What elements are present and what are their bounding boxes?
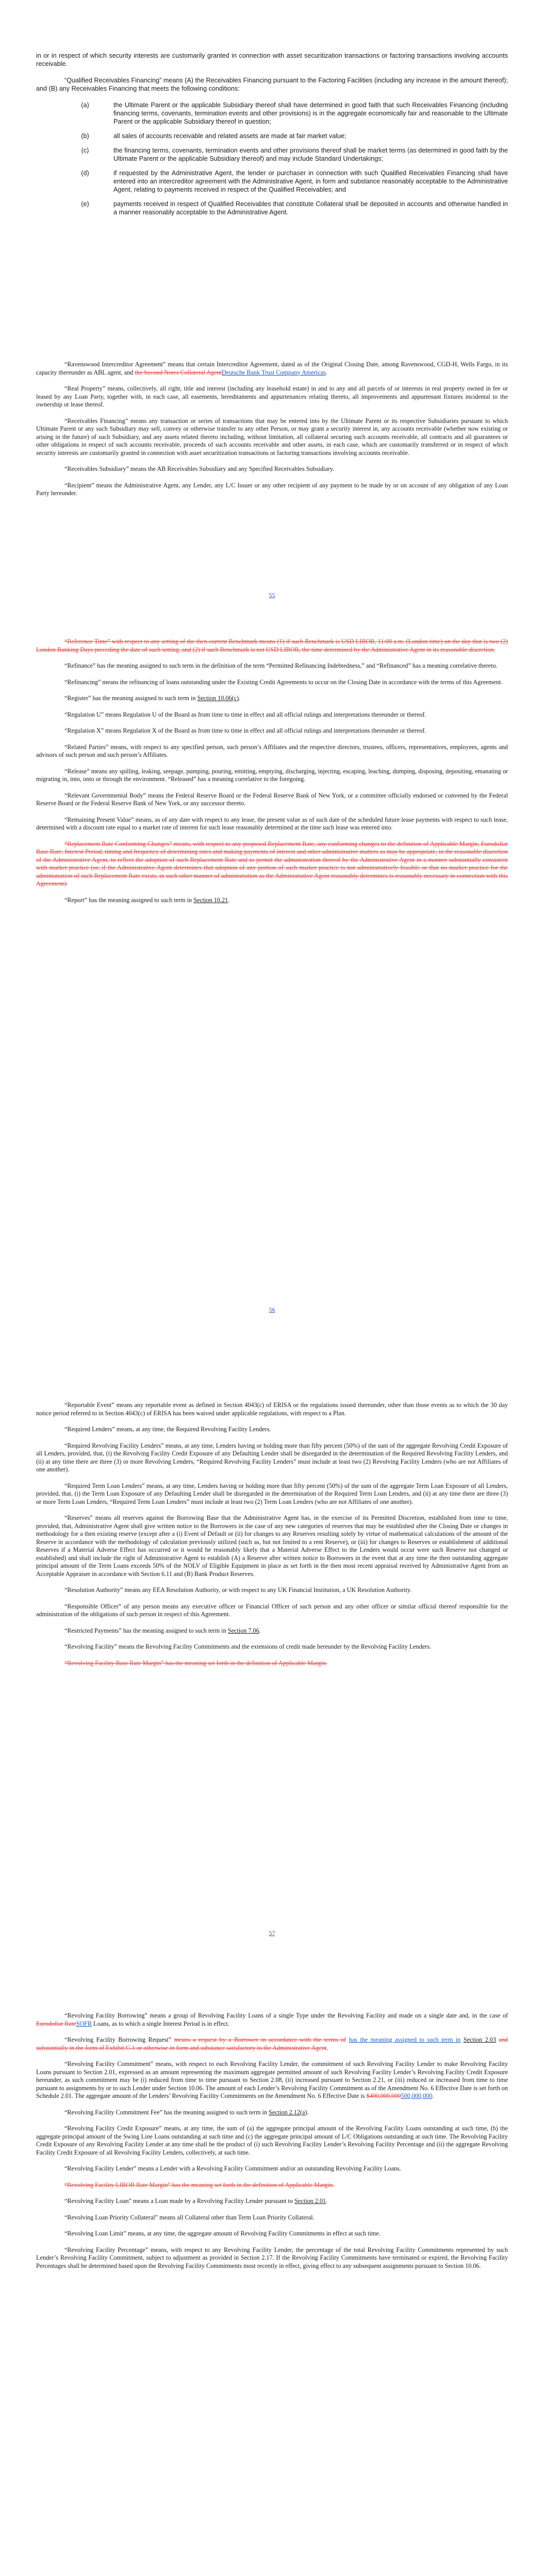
section-reference: Section 2.12(a) [269,2108,307,2116]
def-ravenswood-text: “Ravenswood Intercreditor Agreement” means that certain Intercreditor Agreement, dated as of the Original Closing Date, among Ravenswood, CGD-H, Wells Fargo, in its capacity thereunder as ABL agent, and [36,361,508,376]
def-regulation-u: “Regulation U” means Regulation U of the Board as from time to time in effect and all official rulings and interpretations thereunder or thereof. [64,710,426,718]
inserted-text: Deutsche Bank Trust Company Americas [222,368,326,376]
deleted-text: the Second Notes Collateral Agent [135,368,222,376]
def-rf-borrowing-request [36,2036,508,2052]
paragraph-receivables-tail: in or in respect of which security interests are customarily granted in connection with asset securitization transactions or factoring transactions involving accounts receivable. [36,52,508,67]
deleted-text: Eurodollar Rate [36,2020,76,2027]
def-restricted-payments-text: “Restricted Payments” has the meaning assigned to such term in [64,1626,226,1634]
def-rf-lender: “Revolving Facility Lender” means a Lender with a Revolving Facility Commitment and/or an outstanding Revolving Facility Loans. [64,2165,401,2172]
def-rf-base-rate-margin-deleted: “Revolving Facility Base Rate Margin” has the meaning set forth in the definition of Applicable Margin. [64,1659,327,1667]
page-number: 56 [269,1306,275,1313]
section-reference: Section 10.06(c) [197,694,239,702]
clause-d-text: if requested by the Administrative Agent, the lender or purchaser in connection with such Qualified Receivables Financing shall have entered into an intercreditor agreement with the Administrative Agent, in form and substance reasonably acceptable to the Administrative Agent, relating to payments received in respect of the Qualified Receivables; and [113,170,508,193]
section-reference: Section 2.01 [294,2197,326,2205]
inserted-text: 500,000,000 [401,2092,433,2099]
def-revolving-loan-priority-collateral: “Revolving Loan Priority Collateral” means all Collateral other than Term Loan Priority Collateral. [64,2213,315,2221]
inserted-text: has the meaning assigned to such term in [349,2036,461,2043]
clause-d [36,169,508,194]
def-rf-loan [36,2197,508,2206]
def-receivables-subsidiary: “Receivables Subsidiary” means the AB Receivables Subsidiary and any Specified Receivables Subsidiary. [64,465,335,472]
def-rf-percentage: “Revolving Facility Percentage” means, with respect to any Revolving Facility Lender, the percentage of the total Revolving Facility Commitments represented by such Lender’s Revolving Facility Commitment, subject to adjustment as provided in Section 2.17. If the Revolving Facility Commitments have terminated or expired, the Revolving Facility Percentages shall be determined based upon the Revolving Facility Commitments most recently in effect, giving effect to any subsequent assignments pursuant to Section 10.06. [36,2246,508,2269]
def-responsible-officer: “Responsible Officer” of any person means any executive officer or Financial Officer of such person and any other officer or similar official thereof responsible for the administration of the obligations of such person in respect of this Agreement. [36,1602,508,1618]
punct: . [432,2092,434,2099]
inserted-text: SOFR [76,2020,92,2027]
def-rf-borrowing [36,2012,508,2028]
punct: . [307,2108,309,2116]
clause-b-text: all sales of accounts receivable and related assets are made at fair market value; [113,132,347,140]
clause-b [36,132,508,140]
def-required-term-loan-lenders: “Required Term Loan Lenders” means, at any time, Lenders having or holding more than fifty percent (50%) of the sum of the aggregate Term Loan Exposure of all Lenders, provided, that, (i) the Term Loan Exposure of any Defaulting Lender shall be disregarded in the determination of the Required Term Loan Lenders, and (ii) at any time there are three (3) or more Term Loan Lenders, “Required Term Loan Lenders” must include at least two (2) Term Loan Lenders (who are not Affiliates of one another). [36,1482,508,1505]
def-rf-borrowing-text: “Revolving Facility Borrowing” means a group of Revolving Facility Loans of a single Type under the Revolving Facility and made on a single date and, in the case of [64,2012,508,2019]
def-release: “Release” means any spilling, leaking, seepage, pumping, pouring, emitting, emptying, discharging, injecting, escaping, leaching, dumping, disposing, depositing, emanating or migrating in, into, onto or through the environment. “Released” has a meaning correlative to the foregoing. [36,767,508,783]
page-55-defs [36,361,508,506]
def-register-text: “Register” has the meaning assigned to such term in [64,694,196,702]
clause-e [36,200,508,216]
def-reference-time-deleted: “Reference Time” with respect to any setting of the then-current Benchmark means (1) if such Benchmark is USD LIBOR, 11:00 a.m. (London time) on the day that is two (2) London Banking Days preceding the date of such setting, and (2) if such Benchmark is not USD LIBOR, the time determined by the Administrative Agent in its reasonable discretion. [36,638,508,653]
def-related-parties: “Related Parties” means, with respect to any specified person, such person’s Affiliates and the respective directors, trustees, officers, representatives, employees, agents and advisors of such person and such person’s Affiliates. [36,743,508,758]
def-restricted-payments [36,1627,508,1635]
def-report-text: “Report” has the meaning assigned to such term in [64,896,192,904]
def-required-revolving-facility-lenders: “Required Revolving Facility Lenders” means, at any time, Lenders having or holding more than fifty percent (50%) of the sum of the aggregate Revolving Credit Exposure of all Lenders, provided, that, (i) the Revolving Facility Credit Exposure of any Defaulting Lender shall be disregarded in the determination of the Required Revolving Facility Lenders, and (ii) at any time there are three (3) or more Revolving Lenders, “Required Revolving Facility Lenders” must include at least two (2) Revolving Facility Lenders (who are not Affiliates of one another). [36,1442,508,1473]
def-rf-libor-margin-deleted: “Revolving Facility LIBOR Rate Margin” has the meaning set forth in the definition of Applicable Margin. [64,2181,334,2189]
def-resolution-authority: “Resolution Authority” means any EEA Resolution Authority, or with respect to any UK Financial Institution, a UK Resolution Authority. [64,1586,412,1594]
section-reference: Section 10.21 [193,896,228,904]
def-rf-commitment-text: “Revolving Facility Commitment” means, with respect to each Revolving Facility Lender, the commitment of such Revolving Facility Lender to make Revolving Facility Loans pursuant to Section 2.01, expressed as an amount representing the maximum aggregate permitted amount of such Revolving Facility Lender’s Revolving Facility Credit Exposure hereunder, as such commitment may be (i) reduced from time to time pursuant to Section 2.08, (ii) increased pursuant to Section 2.21, or (iii) reduced or increased from time to time pursuant to assignments by or to such Lender under Section 10.06. The amount of each Lender’s Revolving Facility Commitment as of the Amendment No. 6 Effective Date is set forth on Schedule 2.01. The aggregate amount of the Lenders’ Revolving Facility Commitments on the Amendment No. 6 Effective Date is [36,2060,508,2099]
deleted-text: means a request by a Borrower in accordance with the terms of [174,2036,347,2043]
deleted-text: $400,000,000 [366,2092,401,2099]
clause-c-label: (c) [81,147,89,154]
def-reportable-event: “Reportable Event” means any reportable event as defined in Section 4043(c) of ERISA or the regulations issued thereunder, other than those events as to which the 30 day notice period referred to in Section 4043(c) of ERISA has been waived under applicable regulations, with respect to a Plan. [36,1401,508,1417]
def-rf-loan-text: “Revolving Facility Loan” means a Loan made by a Revolving Facility Lender pursuant to [64,2197,293,2205]
punct: . [326,2044,328,2052]
def-rf-commitment-fee [36,2109,508,2117]
def-relevant-governmental-body: “Relevant Governmental Body” means the Federal Reserve Board or the Federal Reserve Bank of New York, or a committee officially endorsed or convened by the Federal Reserve Board or the Federal Reserve Bank of New York, or any successor thereto. [36,791,508,807]
def-rf-borrowing-tail: Loans, as to which a single Interest Period is in effect. [93,2020,229,2027]
def-remaining-present-value: “Remaining Present Value” means, as of any date with respect to any lease, the present value as of such date of the scheduled future lease payments with respect to such lease, determined with a discount rate equal to a market rate of interest for such lease reasonably determined at the time such lease was entered into. [36,816,508,831]
clause-e-text: payments received in respect of Qualified Receivables that constitute Collateral shall be deposited in accounts and otherwise handled in a manner reasonably acceptable to the Administrative Agent. [113,200,508,216]
deleted-text: and substantially in the form of Exhibit C-1 or otherwise in form and substance satisfactory to the Administrative Agent [36,2036,508,2052]
def-refinancing: “Refinancing” means the refinancing of loans outstanding under the Existing Credit Agreements to occur on the Closing Date in accordance with the terms of this Agreement. [64,678,503,686]
def-recipient: “Recipient” means the Administrative Agent, any Lender, any L/C Issuer or any other recipient of any payment to be made by or on account of any obligation of any Loan Party hereunder. [36,481,508,497]
clause-c-text: the financing terms, covenants, termination events and other provisions thereof shall be market terms (as determined in good faith by the Ultimate Parent or the applicable Subsidiary thereof) and may include Standard Undertakings; [113,147,508,162]
def-register [36,694,508,703]
clause-e-label: (e) [81,200,89,208]
punct: . [228,896,230,904]
page-57-body [36,1401,508,1675]
page-number: 55 [269,591,275,599]
def-required-lenders: “Required Lenders” means, at any time, the Required Revolving Facility Lenders. [64,1426,271,1433]
def-qualified-receivables-financing: “Qualified Receivables Financing” means (A) the Receivables Financing pursuant to the Factoring Facilities (including any increase in the amount thereof); and (B) any Receivables Financing that meets the following conditions: [36,77,508,92]
punct: . [326,2197,328,2205]
def-report [36,896,508,905]
page-number: 57 [269,1929,275,1937]
page-55-body [36,52,508,223]
def-revolving-facility: “Revolving Facility” means the Revolving Facility Commitments and the extensions of credit made hereunder by the Revolving Facility Lenders. [64,1643,432,1650]
def-real-property: “Real Property” means, collectively, all right, title and interest (including any leasehold estate) in and to any and all parcels of or interests in real property owned in fee or leased by any Loan Party, together with, in each case, all easements, hereditaments and appurtenances relating thereto, all improvements and appurtenant fixtures incidental to the ownership or lease thereof. [36,385,508,408]
def-refinance: “Refinance” has the meaning assigned to such term in the definition of the term “Permitted Refinancing Indebtedness,” and “Refinanced” has a meaning correlative thereto. [64,662,498,669]
def-ravenswood [36,361,508,377]
section-reference: Section 7.06 [227,1626,259,1634]
clause-c [36,146,508,163]
def-rf-commitment-fee-text: “Revolving Facility Commitment Fee” has the meaning assigned to such term in [64,2108,267,2116]
def-receivables-financing: “Receivables Financing” means any transaction or series of transactions that may be entered into by the Ultimate Parent or its respective Subsidiaries pursuant to which Ultimate Parent or any such Subsidiary may sell, convey or otherwise transfer to any other Person, or may grant a security interest in, any accounts receivable (whether now existing or arising in the future) of such Subsidiary, and any assets related thereto including, without limitation, all collateral securing such accounts receivable, all contracts and all guarantees or other obligations in respect of such accounts receivable, proceeds of such accounts receivable and other assets, in each case, which are customarily transferred or in respect of which security interests are customarily granted in connection with asset securitization transactions or factoring transactions involving accounts receivable. [36,417,508,456]
section-reference: Section 2.03 [463,2036,496,2043]
def-rf-commitment [36,2060,508,2100]
clause-a-label: (a) [81,101,89,109]
def-reserves: “Reserves” means all reserves against the Borrowing Base that the Administrative Agent has, in the exercise of its Permitted Discretion, established from time to time, provided, that, Administrative Agent shall give written notice to the Borrowers in the case of any new categories of reserves that may be established after the Closing Date or changes in methodology for a then existing reserve (except after a (i) Event of Default or (ii) for changes to any Reserves resulting solely by virtue of mathematical calculations of the amount of the Reserve in accordance with the methodology of calculation previously utilized (such as, but not limited to a rent Reserve), or (iii) for changes to Reserves or establishment of additional Reserves if a Material Adverse Effect has occurred or it would be reasonably likely that a Material Adverse Effect to the Lenders would occur were such Reserve not changed or established) and shall include the right of Administrative Agent to establish (A) a Reserve after written notice to Borrowers in the event that at any time the then outstanding aggregate principal amount of the Term Loans exceeds 50% of the NOLV of Eligible Equipment in place as set forth in the then most recent appraisal received by Administrative Agent from an Acceptable Appraiser in accordance with Section 6.11 and (B) Bank Product Reserves. [36,1514,508,1578]
clause-b-label: (b) [81,132,89,140]
punct: . [325,368,327,376]
clause-d-label: (d) [81,170,89,177]
punct: . [259,1626,261,1634]
clause-a [36,101,508,126]
page-58-body [36,2012,508,2278]
def-revolving-loan-limit: “Revolving Loan Limit” means, at any time, the aggregate amount of Revolving Facility Commitments in effect at such time. [64,2230,381,2237]
def-regulation-x: “Regulation X” means Regulation X of the Board as from time to time in effect and all official rulings and interpretations thereunder or thereof. [64,727,426,734]
def-replacement-rate-deleted: “Replacement Rate Conforming Changes” means, with respect to any proposed Replacement Rate, any conforming changes to the definition of Applicable Margin, Eurodollar Base Rate, Interest Period, timing and frequency of determining rates and making payments of interest and other administrative matters as may be appropriate, in the reasonable discretion of the Administrative Agent, to reflect the adoption of such Replacement Rate and to permit the administration thereof by the Administrative Agent in a manner substantially consistent with market practice (or, if the Administrative Agent determines that adoption of any portion of such market practice is not administratively feasible or that no market practice for the administration of such Replacement Rate exists, in such other manner of administration as the Administrative Agent reasonably determines is reasonably necessary in connection with this Agreement). [36,840,508,887]
page-56-body [36,638,508,912]
def-rf-credit-exposure: “Revolving Facility Credit Exposure” means, at any time, the sum of (a) the aggregate principal amount of the Revolving Facility Loans outstanding at such time, (b) the aggregate principal amount of the Swing Line Loans outstanding at such time and (c) the aggregate principal amount of L/C Obligations outstanding at such time. The Revolving Facility Credit Exposure of any Revolving Facility Lender at any time shall be the product of (i) such Revolving Facility Lender’s Revolving Facility Percentage and (ii) the aggregate Revolving Facility Credit Exposure of all Revolving Facility Lenders, collectively, at such time. [36,2125,508,2156]
def-term: “Revolving Facility Borrowing Request” [64,2036,172,2043]
clause-a-text: the Ultimate Parent or the applicable Subsidiary thereof shall have determined in good faith that such Receivables Financing (including financing terms, covenants, termination events and other provisions) is in the aggregate economically fair and reasonable to the Ultimate Parent or the applicable Subsidiary thereof in question; [113,101,508,125]
punct: . [239,694,241,702]
